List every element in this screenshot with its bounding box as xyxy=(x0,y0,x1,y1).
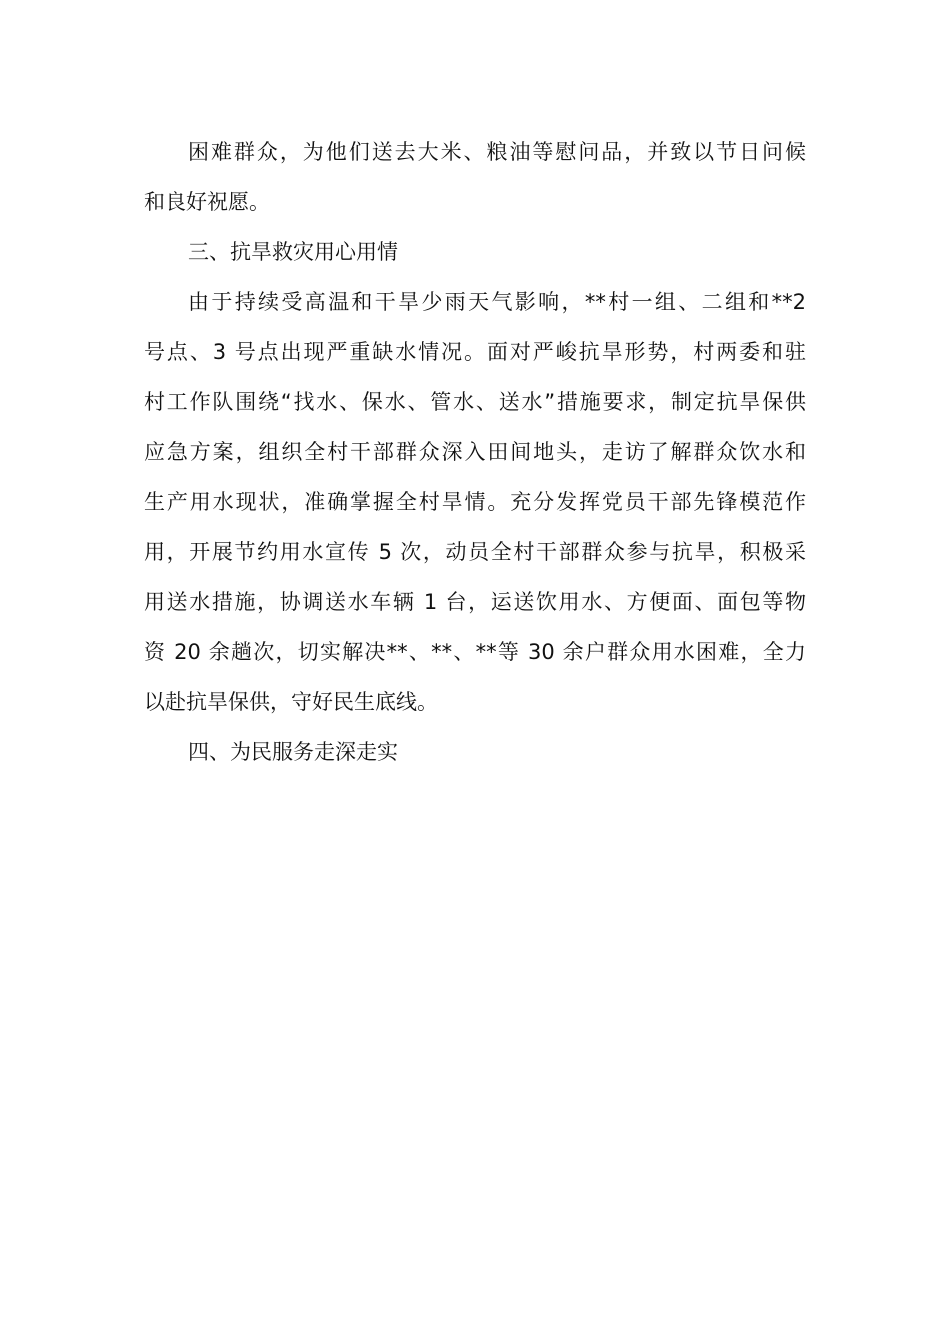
section-heading: 三、抗旱救灾用心用情 xyxy=(188,240,398,264)
paragraph-line: 应急方案，组织全村干部群众深入田间地头，走访了解群众饮水和 xyxy=(144,440,806,464)
paragraph-line: 困难群众，为他们送去大米、粮油等慰问品，并致以节日问候 xyxy=(188,140,806,164)
paragraph-line: 生产用水现状，准确掌握全村旱情。充分发挥党员干部先锋模范作 xyxy=(144,490,806,514)
paragraph-line: 资 20 余趟次，切实解决**、**、**等 30 余户群众用水困难，全力 xyxy=(144,640,806,664)
paragraph-line: 以赴抗旱保供，守好民生底线。 xyxy=(144,690,438,714)
paragraph-line: 村工作队围绕“找水、保水、管水、送水”措施要求，制定抗旱保供 xyxy=(144,390,806,414)
document-body xyxy=(144,127,806,777)
paragraph-line: 用，开展节约用水宣传 5 次，动员全村干部群众参与抗旱，积极采 xyxy=(144,540,806,564)
paragraph-line: 和良好祝愿。 xyxy=(144,190,270,214)
section-heading: 四、为民服务走深走实 xyxy=(188,740,398,764)
paragraph-line: 用送水措施，协调送水车辆 1 台，运送饮用水、方便面、面包等物 xyxy=(144,590,806,614)
paragraph-line: 号点、3 号点出现严重缺水情况。面对严峻抗旱形势，村两委和驻 xyxy=(144,340,806,364)
paragraph-line: 由于持续受高温和干旱少雨天气影响，**村一组、二组和**2 xyxy=(188,290,806,314)
